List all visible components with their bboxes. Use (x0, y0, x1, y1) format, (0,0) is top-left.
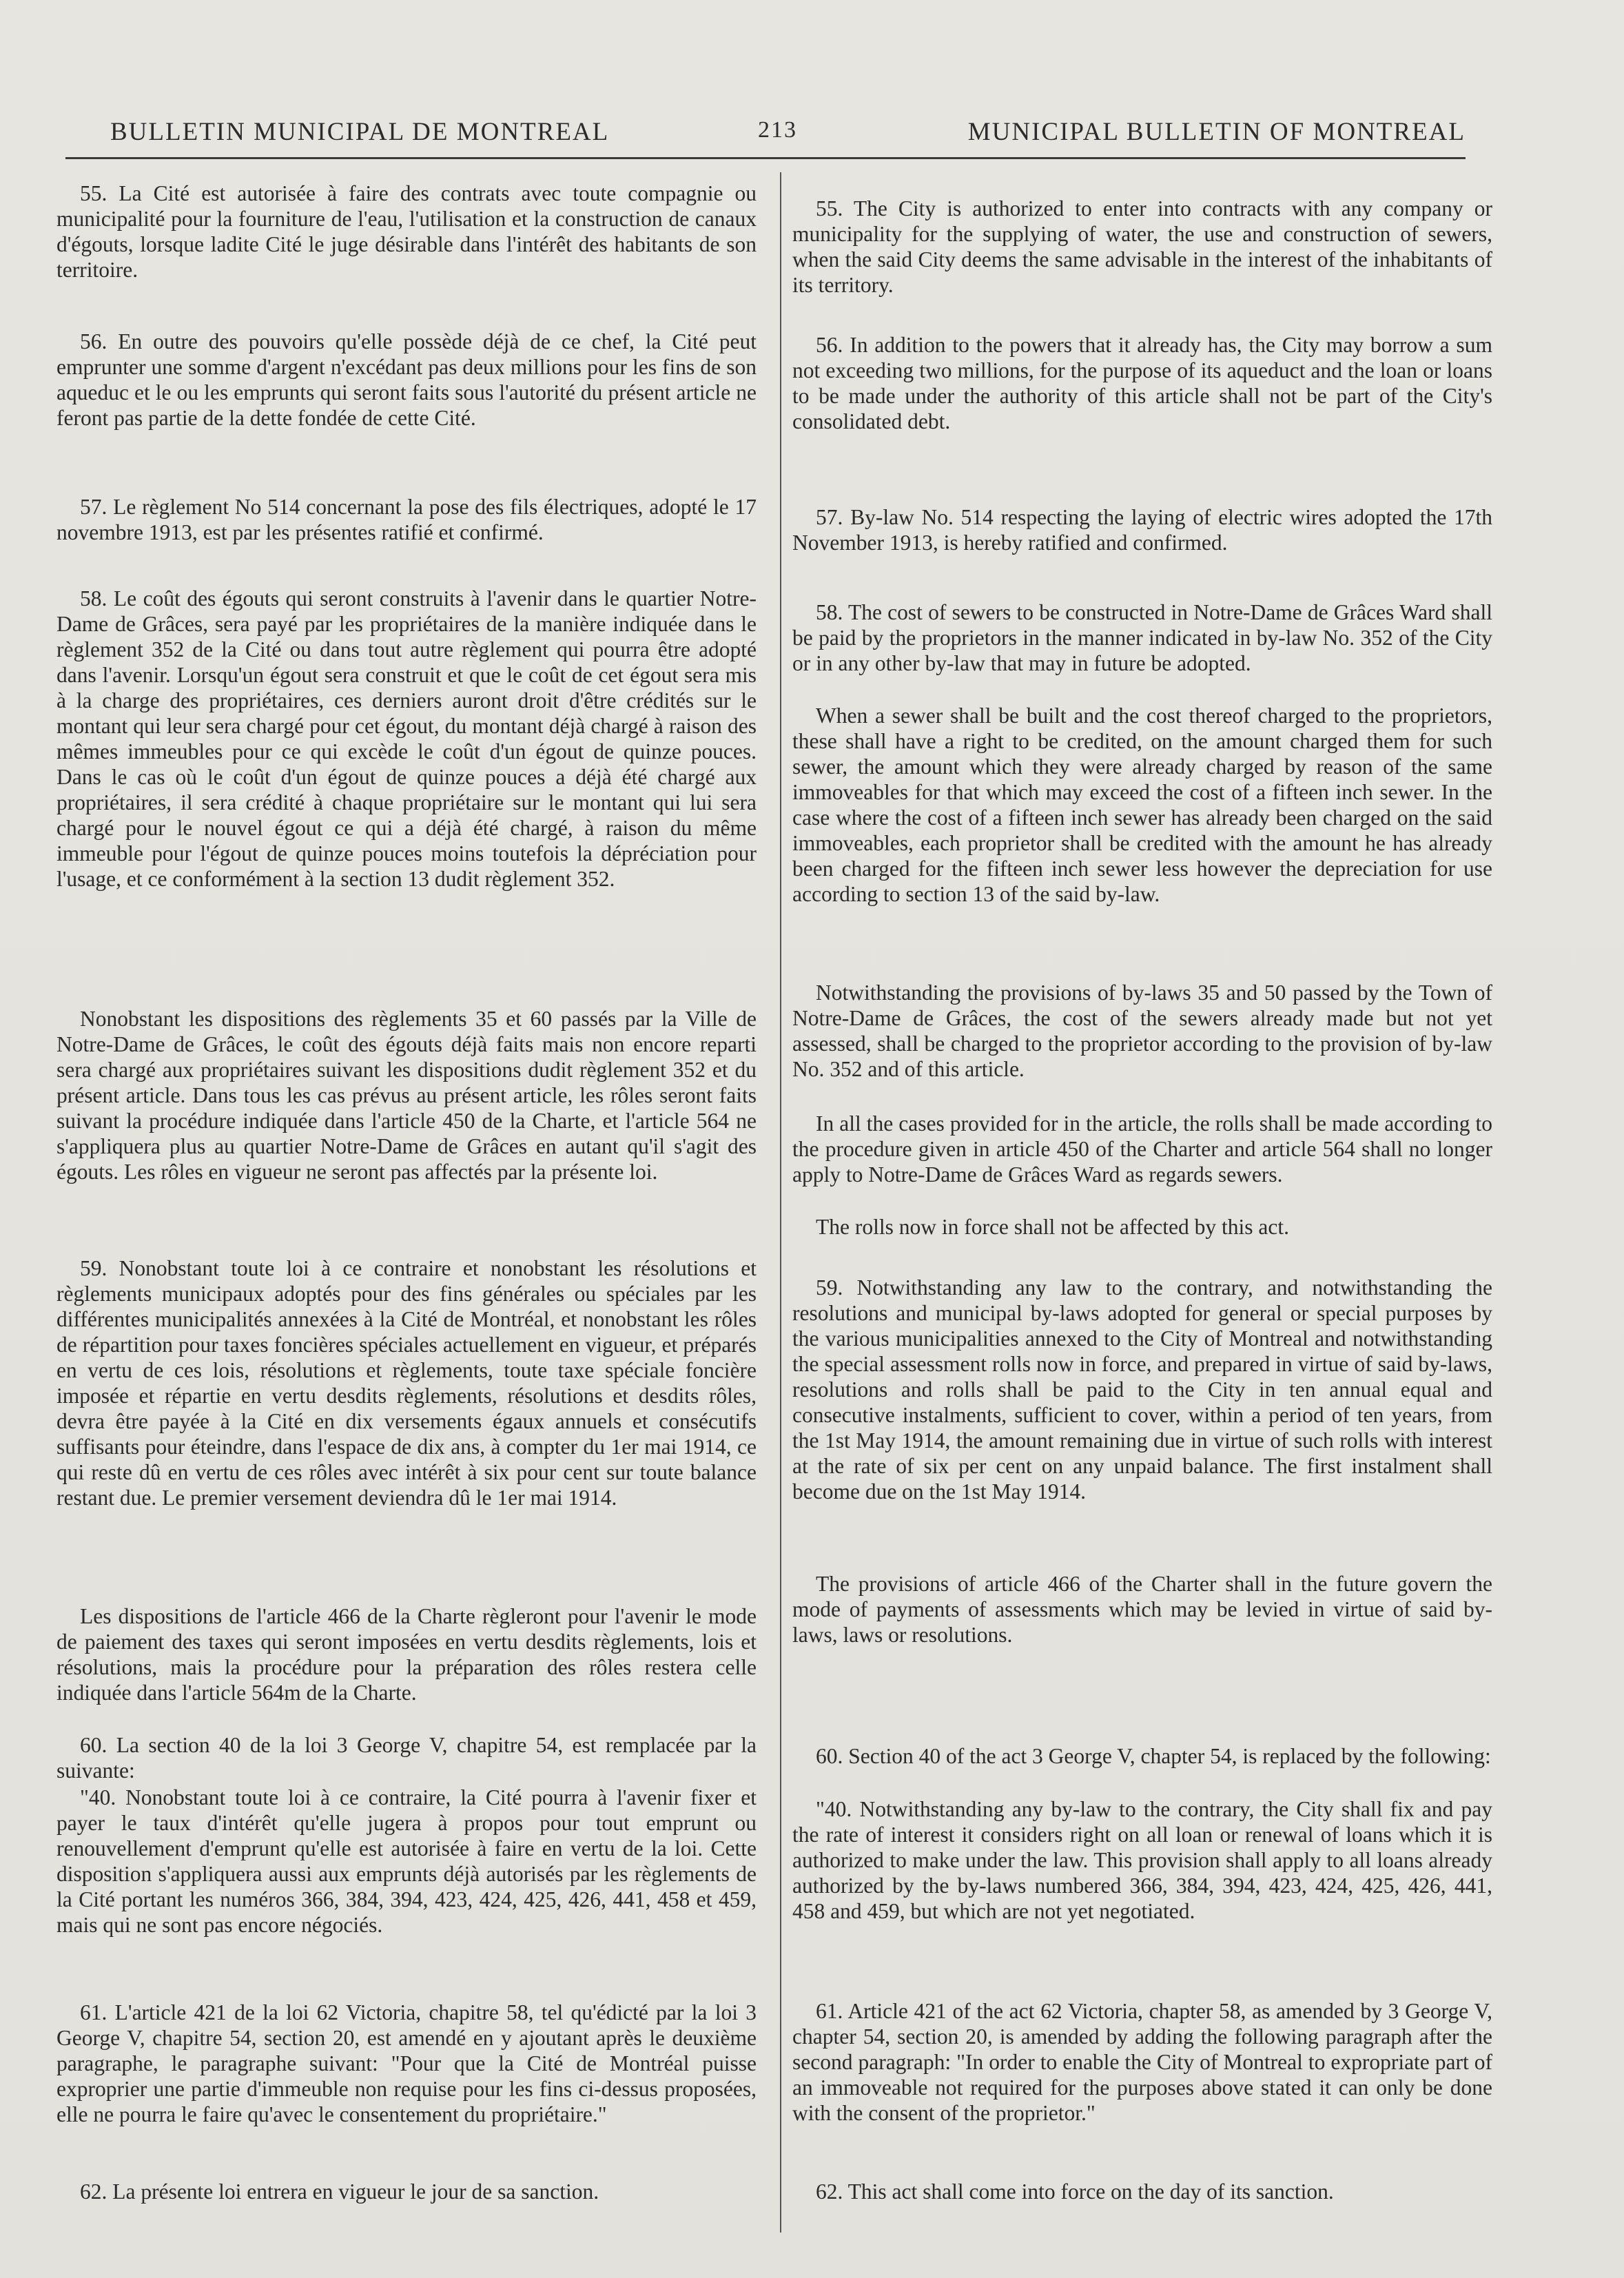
en-article-58-notwithstanding (792, 980, 1492, 1082)
page-number: 213 (758, 117, 797, 143)
fr-paragraph: 59. Nonobstant toute loi à ce contraire et nonobstant les résolutions et règlements municipaux adoptés pour des fins générales ou spéciales par les différentes municipalités annexées à la Cité de Montréal, et nonobstant les rôles de répartition pour taxes foncières spéciales actuellement en vigueur, et préparés en vertu de ces lois, résolutions et règlements, toute taxe spéciale foncière imposée et répartie en vertu desdits règlements, résolutions et desdits rôles, devra être payée à la Cité en dix versements égaux annuels et consécutifs suffisants pour éteindre, dans l'espace de dix ans, à compter du 1er mai 1914, ce qui reste dû en vertu de ces rôles avec intérêt à six pour cent sur toute balance restant due. Le premier versement deviendra dû le 1er mai 1914. (56, 1256, 757, 1510)
fr-article-59 (56, 1255, 757, 1510)
fr-paragraph: 56. En outre des pouvoirs qu'elle possède déjà de ce chef, la Cité peut emprunter une somme d'argent n'excédant pas deux millions pour les fins de son aqueduc et le ou les emprunts qui seront faits sous l'autorité du présent article ne feront pas partie de la dette fondée de cette Cité. (56, 329, 757, 430)
en-paragraph: 55. The City is authorized to enter into contracts with any company or municipality for the supplying of water, the use and construction of sewers, when the said City deems the same advisable in the interest of the inhabitants of its territory. (792, 196, 1492, 297)
column-divider (780, 172, 781, 2233)
header-left-title: BULLETIN MUNICIPAL DE MONTREAL (110, 118, 610, 146)
en-paragraph: Notwithstanding the provisions of by-laws 35 and 50 passed by the Town of Notre-Dame de Grâces, the cost of the sewers already made but not yet assessed, shall be charged to the proprietor according to the provision of by-law No. 352 and of this article. (792, 981, 1492, 1081)
fr-article-61 (56, 2000, 757, 2127)
en-paragraph: 59. Notwithstanding any law to the contrary, and notwithstanding the resolutions and municipal by-laws adopted for general or special purposes by the various municipalities annexed to the City of Montreal and notwithstanding the special assessment rolls now in force, and prepared in virtue of said by-laws, resolutions and rolls shall be paid to the City in ten annual equal and consecutive instalments, sufficient to cover, within a period of ten years, from the 1st May 1914, the amount remaining due in virtue of such rolls with interest at the rate of six per cent on any unpaid balance. The first instalment shall become due on the 1st May 1914. (792, 1275, 1492, 1504)
en-article-56 (792, 332, 1492, 434)
en-article-61 (792, 1998, 1492, 2126)
en-article-60-text (792, 1796, 1492, 1924)
en-article-60 (792, 1743, 1492, 1769)
en-paragraph: The provisions of article 466 of the Charter shall in the future govern the mode of payments of assessments which may be levied in virtue of said by-laws, laws or resolutions. (792, 1572, 1492, 1647)
en-paragraph: When a sewer shall be built and the cost thereof charged to the proprietors, these shall have a right to be credited, on the amount charged them for such sewer, the amount which they were already charged by reason of the same immoveables for that which may exceed the cost of a fifteen inch sewer. In the case where the cost of a fifteen inch sewer has already been charged on the said immoveables, each proprietor shall be credited with the amount he has already been charged for the fifteen inch sewer less however the depreciation for use according to section 13 of the said by-law. (792, 704, 1492, 906)
en-article-58-cont (792, 703, 1492, 907)
fr-paragraph: 58. Le coût des égouts qui seront construits à l'avenir dans le quartier Notre-Dame de Grâces, sera payé par les propriétaires de la manière indiquée dans le règlement 352 de la Cité ou dans tout autre règlement qui pourra être adopté dans l'avenir. Lorsqu'un égout sera construit et que le coût de cet égout sera mis à la charge des propriétaires, ces derniers auront droit d'être crédités sur le montant qui leur sera chargé pour cet égout, du montant déjà chargé à raison des mêmes immeubles pour ce qui excède le coût d'un égout de quinze pouces. Dans le cas où le coût d'un égout de quinze pouces a déjà été chargé aux propriétaires, il sera crédité à chaque propriétaire sur le montant qui lui sera chargé pour le nouvel égout ce qui a déjà été chargé, à raison du même immeuble pour l'égout de quinze pouces moins toutefois la dépréciation pour l'usage, et ce conformément à la section 13 dudit règlement 352. (56, 586, 757, 891)
en-article-57 (792, 504, 1492, 555)
en-article-59-cont (792, 1571, 1492, 1648)
fr-article-60 (56, 1732, 757, 1783)
en-paragraph: The rolls now in force shall not be affected by this act. (816, 1215, 1289, 1239)
fr-paragraph: 55. La Cité est autorisée à faire des contrats avec toute compagnie ou municipalité pour la fourniture de l'eau, l'utilisation et la construction de canaux d'égouts, lorsque ladite Cité le juge désirable dans l'intérêt des habitants de son territoire. (56, 181, 757, 282)
fr-article-59-cont (56, 1603, 757, 1705)
en-paragraph: 60. Section 40 of the act 3 George V, chapter 54, is replaced by the following: (816, 1744, 1491, 1768)
fr-paragraph: "40. Nonobstant toute loi à ce contraire, la Cité pourra à l'avenir fixer et payer le taux d'intérêt qu'elle jugera à propos pour tout emprunt ou renouvellement d'emprunt qu'elle est autorisée à faire en vertu de la loi. Cette disposition s'appliquera aussi aux emprunts déjà autorisés par les règlements de la Cité portant les numéros 366, 384, 394, 423, 424, 425, 426, 441, 458 et 459, mais qui ne sont pas encore négociés. (56, 1785, 757, 1937)
fr-article-58-cont (56, 1006, 757, 1184)
en-paragraph: 58. The cost of sewers to be constructed in Notre-Dame de Grâces Ward shall be paid by the proprietors in the manner indicated in by-law No. 352 of the City or in any other by-law that may in future be adopted. (792, 600, 1492, 675)
fr-paragraph: Nonobstant les dispositions des règlements 35 et 60 passés par la Ville de Notre-Dame de Grâces, le coût des égouts déjà faits mais non encore reparti sera chargé aux propriétaires suivant les dispositions dudit règlement 352 et du présent article. Dans tous les cas prévus au présent article, les rôles seront faits suivant la procédure indiquée dans l'article 450 de la Charte, et l'article 564 ne s'appliquera plus au quartier Notre-Dame de Grâces en autant qu'il s'agit des égouts. Les rôles en vigueur ne seront pas affectés par la présente loi. (56, 1007, 757, 1184)
en-paragraph: 62. This act shall come into force on the day of its sanction. (816, 2179, 1334, 2204)
en-paragraph: "40. Notwithstanding any by-law to the contrary, the City shall fix and pay the rate of interest it considers right on all loan or renewal of loans which it is authorized to make under the law. This provision shall apply to all loans already authorized by the by-laws numbered 366, 384, 394, 423, 424, 425, 426, 441, 458 and 459, but which are not yet negotiated. (792, 1797, 1492, 1923)
fr-paragraph: 62. La présente loi entrera en vigueur le jour de sa sanction. (80, 2179, 599, 2204)
running-header (103, 110, 1466, 152)
en-article-58 (792, 599, 1492, 676)
en-article-55 (792, 196, 1492, 298)
en-paragraph: In all the cases provided for in the article, the rolls shall be made according to the procedure given in article 450 of the Charter and article 564 shall no longer apply to Notre-Dame de Grâces Ward as regards sewers. (792, 1111, 1492, 1187)
fr-paragraph: 60. La section 40 de la loi 3 George V, chapitre 54, est remplacée par la suivante: (56, 1733, 757, 1783)
en-article-58-force (792, 1214, 1492, 1240)
fr-article-62 (56, 2179, 757, 2204)
fr-paragraph: 57. Le règlement No 514 concernant la pose des fils électriques, adopté le 17 novembre 1913, est par les présentes ratifié et confirmé. (56, 495, 757, 544)
en-paragraph: 57. By-law No. 514 respecting the laying of electric wires adopted the 17th November 1913, is hereby ratified and confirmed. (792, 505, 1492, 555)
fr-article-57 (56, 494, 757, 545)
header-rule (65, 157, 1466, 159)
fr-paragraph: Les dispositions de l'article 466 de la Charte règleront pour l'avenir le mode de paiement des taxes qui seront imposées en vertu desdits règlements, lois et résolutions, mais la procédure pour la préparation des rôles restera celle indiquée dans l'article 564m de la Charte. (56, 1604, 757, 1705)
fr-article-56 (56, 329, 757, 431)
header-right-title: MUNICIPAL BULLETIN OF MONTREAL (967, 118, 1466, 146)
en-paragraph: 61. Article 421 of the act 62 Victoria, chapter 58, as amended by 3 George V, chapter 54, section 20, is amended by adding the following paragraph after the second paragraph: "In order to enable the City of Montreal to expropriate part of an immoveable not required for the purposes above stated it can only be done with the consent of the proprietor." (792, 1999, 1492, 2125)
en-article-58-rolls (792, 1111, 1492, 1187)
en-paragraph: 56. In addition to the powers that it already has, the City may borrow a sum not exceeding two millions, for the purpose of its aqueduct and the loan or loans to be made under the authority of this article shall not be part of the City's consolidated debt. (792, 333, 1492, 433)
fr-article-58 (56, 586, 757, 892)
en-article-62 (792, 2179, 1492, 2204)
fr-paragraph: 61. L'article 421 de la loi 62 Victoria, chapitre 58, tel qu'édicté par la loi 3 George V, chapitre 54, section 20, est amendé en y ajoutant après le deuxième paragraphe, le paragraphe suivant: "Pour que la Cité de Montréal puisse exproprier une partie d'immeuble non requise pour les fins ci-dessus proposées, elle ne pourra le faire qu'avec le consentement du propriétaire." (56, 2000, 757, 2126)
fr-article-55 (56, 181, 757, 283)
en-article-59 (792, 1275, 1492, 1504)
fr-article-60-text (56, 1785, 757, 1938)
